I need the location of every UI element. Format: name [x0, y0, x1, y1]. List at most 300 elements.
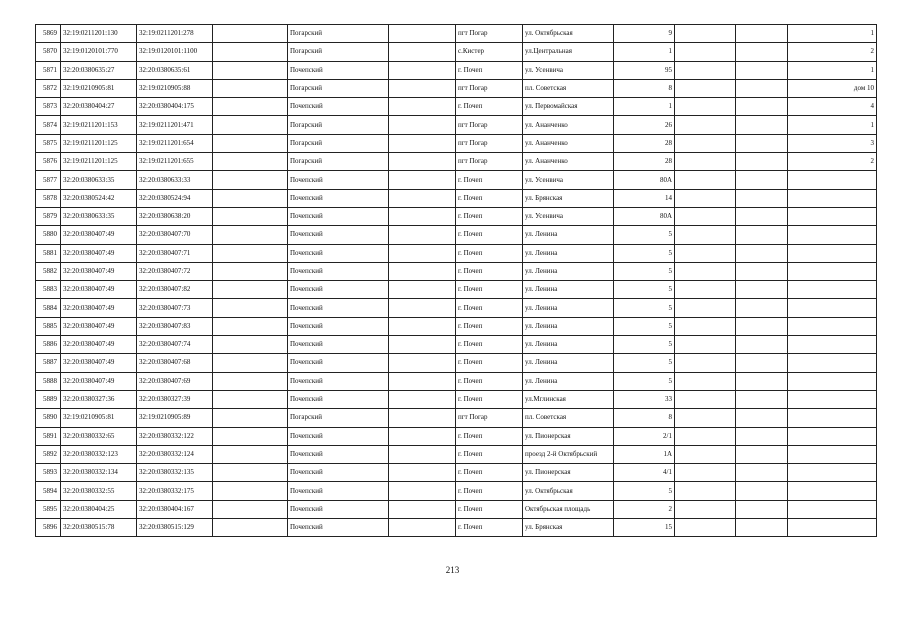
cell-house-number: 1: [614, 98, 675, 116]
cell-cadastral-parcel: 32:19:0211201:130: [61, 25, 137, 43]
registry-table: [35, 24, 876, 537]
cell-blank-column-4: [736, 98, 788, 116]
cell-row-number: 5891: [36, 427, 61, 445]
table-row: [36, 189, 877, 207]
cell-house-number: 8: [614, 409, 675, 427]
cell-settlement: г. Почеп: [456, 427, 523, 445]
table-row: [36, 262, 877, 280]
cell-row-number: 5870: [36, 43, 61, 61]
cell-cadastral-parcel: 32:20:0380407:49: [61, 354, 137, 372]
cell-district: Погарский: [288, 153, 389, 171]
cell-apartment: [788, 409, 877, 427]
cell-cadastral-building: 32:19:0120101:1100: [137, 43, 213, 61]
cell-cadastral-parcel: 32:19:0211201:125: [61, 153, 137, 171]
cell-apartment: [788, 445, 877, 463]
cell-cadastral-building: 32:20:0380404:175: [137, 98, 213, 116]
cell-blank-column-2: [389, 171, 456, 189]
cell-blank-column-3: [675, 500, 736, 518]
cell-blank-column: [213, 281, 288, 299]
cell-blank-column: [213, 317, 288, 335]
cell-blank-column: [213, 153, 288, 171]
cell-blank-column-4: [736, 25, 788, 43]
cell-street: ул. Первомайская: [523, 98, 614, 116]
cell-blank-column: [213, 262, 288, 280]
cell-cadastral-parcel: 32:19:0211201:125: [61, 134, 137, 152]
cell-district: Почепский: [288, 482, 389, 500]
cell-cadastral-building: 32:19:0211201:278: [137, 25, 213, 43]
table-row: [36, 445, 877, 463]
cell-street: ул. Усенвича: [523, 171, 614, 189]
table-row: [36, 134, 877, 152]
cell-district: Почепский: [288, 171, 389, 189]
cell-apartment: 1: [788, 25, 877, 43]
cell-cadastral-parcel: 32:20:0380633:35: [61, 207, 137, 225]
cell-house-number: 8: [614, 79, 675, 97]
table-row: [36, 244, 877, 262]
cell-apartment: [788, 464, 877, 482]
cell-blank-column-4: [736, 43, 788, 61]
cell-apartment: дом 10: [788, 79, 877, 97]
table-row: [36, 25, 877, 43]
table-row: [36, 207, 877, 225]
cell-blank-column-3: [675, 189, 736, 207]
cell-cadastral-building: 32:20:0380407:73: [137, 299, 213, 317]
cell-blank-column-4: [736, 336, 788, 354]
cell-settlement: г. Почеп: [456, 207, 523, 225]
cell-blank-column-2: [389, 189, 456, 207]
cell-house-number: 80А: [614, 207, 675, 225]
cell-settlement: г. Почеп: [456, 464, 523, 482]
cell-blank-column-3: [675, 153, 736, 171]
cell-row-number: 5882: [36, 262, 61, 280]
cell-blank-column-2: [389, 281, 456, 299]
cell-apartment: [788, 189, 877, 207]
cell-cadastral-building: 32:19:0210905:88: [137, 79, 213, 97]
cell-blank-column: [213, 427, 288, 445]
table-row: [36, 336, 877, 354]
cell-blank-column-3: [675, 226, 736, 244]
cell-district: Погарский: [288, 134, 389, 152]
cell-blank-column-3: [675, 336, 736, 354]
cell-settlement: г. Почеп: [456, 354, 523, 372]
cell-blank-column-2: [389, 372, 456, 390]
cell-row-number: 5889: [36, 390, 61, 408]
cell-settlement: пгт Погар: [456, 116, 523, 134]
cell-blank-column-4: [736, 153, 788, 171]
cell-blank-column-2: [389, 299, 456, 317]
cell-apartment: [788, 281, 877, 299]
table-row: [36, 171, 877, 189]
cell-house-number: 4/1: [614, 464, 675, 482]
cell-street: ул. Усенвича: [523, 61, 614, 79]
cell-row-number: 5873: [36, 98, 61, 116]
cell-district: Погарский: [288, 25, 389, 43]
cell-apartment: [788, 207, 877, 225]
cell-house-number: 33: [614, 390, 675, 408]
cell-district: Почепский: [288, 464, 389, 482]
cell-district: Погарский: [288, 43, 389, 61]
cell-blank-column-4: [736, 79, 788, 97]
cell-row-number: 5885: [36, 317, 61, 335]
cell-settlement: г. Почеп: [456, 372, 523, 390]
table-row: [36, 519, 877, 537]
cell-settlement: г. Почеп: [456, 500, 523, 518]
cell-blank-column: [213, 372, 288, 390]
cell-blank-column: [213, 61, 288, 79]
cell-house-number: 2/1: [614, 427, 675, 445]
cell-street: ул. Ленина: [523, 281, 614, 299]
cell-blank-column-2: [389, 390, 456, 408]
cell-blank-column-2: [389, 445, 456, 463]
cell-cadastral-parcel: 32:20:0380332:123: [61, 445, 137, 463]
cell-blank-column-4: [736, 519, 788, 537]
cell-blank-column-3: [675, 519, 736, 537]
cell-house-number: 95: [614, 61, 675, 79]
cell-house-number: 5: [614, 299, 675, 317]
cell-house-number: 28: [614, 134, 675, 152]
table-row: [36, 226, 877, 244]
cell-house-number: 15: [614, 519, 675, 537]
cell-cadastral-parcel: 32:20:0380407:49: [61, 226, 137, 244]
table-row: [36, 482, 877, 500]
table-body: [36, 25, 877, 537]
cell-blank-column: [213, 409, 288, 427]
cell-street: Октябрьская площадь: [523, 500, 614, 518]
cell-settlement: г. Почеп: [456, 519, 523, 537]
cell-house-number: 1А: [614, 445, 675, 463]
table-row: [36, 43, 877, 61]
cell-cadastral-building: 32:20:0380407:71: [137, 244, 213, 262]
cell-district: Почепский: [288, 372, 389, 390]
cell-blank-column-2: [389, 317, 456, 335]
cell-blank-column: [213, 354, 288, 372]
cell-settlement: пгт Погар: [456, 79, 523, 97]
cell-row-number: 5876: [36, 153, 61, 171]
cell-blank-column: [213, 171, 288, 189]
cell-cadastral-building: 32:20:0380404:167: [137, 500, 213, 518]
cell-blank-column-3: [675, 116, 736, 134]
cell-district: Почепский: [288, 317, 389, 335]
cell-cadastral-building: 32:20:0380633:33: [137, 171, 213, 189]
cell-blank-column-3: [675, 171, 736, 189]
cell-blank-column-4: [736, 299, 788, 317]
cell-blank-column-3: [675, 244, 736, 262]
cell-row-number: 5872: [36, 79, 61, 97]
cell-district: Погарский: [288, 409, 389, 427]
cell-street: ул. Октябрьская: [523, 482, 614, 500]
cell-settlement: г. Почеп: [456, 317, 523, 335]
cell-house-number: 26: [614, 116, 675, 134]
cell-district: Почепский: [288, 281, 389, 299]
cell-street: ул. Ленина: [523, 262, 614, 280]
cell-blank-column-4: [736, 281, 788, 299]
cell-blank-column-4: [736, 226, 788, 244]
cell-cadastral-building: 32:20:0380524:94: [137, 189, 213, 207]
cell-cadastral-building: 32:19:0211201:655: [137, 153, 213, 171]
cell-apartment: [788, 244, 877, 262]
cell-blank-column-2: [389, 500, 456, 518]
cell-row-number: 5883: [36, 281, 61, 299]
table-row: [36, 299, 877, 317]
cell-blank-column-2: [389, 262, 456, 280]
cell-district: Почепский: [288, 427, 389, 445]
cell-blank-column-3: [675, 281, 736, 299]
cell-row-number: 5871: [36, 61, 61, 79]
cell-cadastral-building: 32:20:0380407:83: [137, 317, 213, 335]
cell-cadastral-parcel: 32:20:0380332:65: [61, 427, 137, 445]
cell-row-number: 5890: [36, 409, 61, 427]
cell-blank-column: [213, 390, 288, 408]
cell-street: ул. Ленина: [523, 372, 614, 390]
cell-apartment: 2: [788, 43, 877, 61]
cell-district: Погарский: [288, 116, 389, 134]
cell-blank-column: [213, 116, 288, 134]
cell-district: Почепский: [288, 207, 389, 225]
cell-settlement: г. Почеп: [456, 171, 523, 189]
cell-row-number: 5877: [36, 171, 61, 189]
cell-blank-column-2: [389, 116, 456, 134]
cell-blank-column: [213, 519, 288, 537]
cell-blank-column-3: [675, 317, 736, 335]
cell-cadastral-building: 32:20:0380638:20: [137, 207, 213, 225]
cell-apartment: [788, 482, 877, 500]
cell-blank-column-4: [736, 427, 788, 445]
cell-street: пл. Советская: [523, 79, 614, 97]
cell-street: ул. Ленина: [523, 244, 614, 262]
cell-blank-column-2: [389, 244, 456, 262]
cell-blank-column: [213, 299, 288, 317]
cell-house-number: 5: [614, 262, 675, 280]
cell-blank-column-4: [736, 171, 788, 189]
cell-apartment: [788, 299, 877, 317]
cell-blank-column-2: [389, 409, 456, 427]
cell-blank-column-3: [675, 61, 736, 79]
cell-house-number: 5: [614, 244, 675, 262]
cell-district: Почепский: [288, 390, 389, 408]
cell-cadastral-parcel: 32:20:0380515:78: [61, 519, 137, 537]
cell-blank-column-3: [675, 464, 736, 482]
cell-blank-column-3: [675, 445, 736, 463]
cell-blank-column: [213, 244, 288, 262]
cell-row-number: 5894: [36, 482, 61, 500]
cell-blank-column: [213, 336, 288, 354]
cell-district: Почепский: [288, 262, 389, 280]
cell-blank-column-3: [675, 482, 736, 500]
cell-house-number: 9: [614, 25, 675, 43]
cell-cadastral-parcel: 32:19:0210905:81: [61, 79, 137, 97]
cell-blank-column-4: [736, 244, 788, 262]
cell-street: ул. Ленина: [523, 226, 614, 244]
cell-blank-column-2: [389, 427, 456, 445]
cell-cadastral-parcel: 32:20:0380404:25: [61, 500, 137, 518]
cell-blank-column: [213, 134, 288, 152]
cell-blank-column-4: [736, 482, 788, 500]
cell-settlement: г. Почеп: [456, 482, 523, 500]
cell-blank-column-3: [675, 207, 736, 225]
cell-blank-column-3: [675, 98, 736, 116]
cell-settlement: пгт Погар: [456, 409, 523, 427]
cell-blank-column-3: [675, 409, 736, 427]
cell-blank-column: [213, 464, 288, 482]
cell-apartment: [788, 427, 877, 445]
cell-district: Почепский: [288, 226, 389, 244]
cell-cadastral-parcel: 32:20:0380407:49: [61, 317, 137, 335]
cell-settlement: г. Почеп: [456, 98, 523, 116]
cell-row-number: 5895: [36, 500, 61, 518]
cell-blank-column-4: [736, 372, 788, 390]
cell-cadastral-parcel: 32:20:0380635:27: [61, 61, 137, 79]
cell-house-number: 5: [614, 372, 675, 390]
cell-row-number: 5893: [36, 464, 61, 482]
page-number: 213: [445, 565, 460, 575]
data-table: [35, 24, 877, 537]
cell-settlement: г. Почеп: [456, 262, 523, 280]
cell-blank-column-3: [675, 354, 736, 372]
cell-blank-column-2: [389, 354, 456, 372]
cell-apartment: [788, 226, 877, 244]
cell-settlement: с.Кистер: [456, 43, 523, 61]
cell-cadastral-parcel: 32:19:0120101:770: [61, 43, 137, 61]
cell-blank-column: [213, 43, 288, 61]
cell-street: ул. Брянская: [523, 189, 614, 207]
cell-blank-column: [213, 445, 288, 463]
cell-row-number: 5874: [36, 116, 61, 134]
cell-cadastral-building: 32:20:0380515:129: [137, 519, 213, 537]
cell-blank-column-4: [736, 500, 788, 518]
cell-street: ул. Усенвича: [523, 207, 614, 225]
table-row: [36, 464, 877, 482]
cell-street: ул. Ленина: [523, 336, 614, 354]
cell-street: ул. Пионерская: [523, 427, 614, 445]
cell-apartment: [788, 372, 877, 390]
cell-street: ул. Брянская: [523, 519, 614, 537]
cell-apartment: [788, 390, 877, 408]
cell-district: Почепский: [288, 244, 389, 262]
table-row: [36, 409, 877, 427]
cell-apartment: [788, 336, 877, 354]
cell-row-number: 5880: [36, 226, 61, 244]
cell-district: Почепский: [288, 519, 389, 537]
cell-apartment: 2: [788, 153, 877, 171]
cell-cadastral-building: 32:20:0380407:69: [137, 372, 213, 390]
cell-street: проезд 2-й Октябрьский: [523, 445, 614, 463]
cell-house-number: 5: [614, 482, 675, 500]
cell-blank-column-3: [675, 390, 736, 408]
cell-cadastral-building: 32:20:0380407:74: [137, 336, 213, 354]
cell-apartment: [788, 500, 877, 518]
table-row: [36, 500, 877, 518]
cell-street: ул.Мглинская: [523, 390, 614, 408]
cell-cadastral-building: 32:20:0380332:175: [137, 482, 213, 500]
cell-cadastral-parcel: 32:20:0380407:49: [61, 336, 137, 354]
cell-cadastral-parcel: 32:19:0210905:81: [61, 409, 137, 427]
table-row: [36, 153, 877, 171]
cell-house-number: 80А: [614, 171, 675, 189]
cell-apartment: [788, 317, 877, 335]
cell-apartment: 1: [788, 61, 877, 79]
cell-street: ул. Ленина: [523, 299, 614, 317]
cell-settlement: г. Почеп: [456, 445, 523, 463]
cell-blank-column-4: [736, 390, 788, 408]
cell-cadastral-building: 32:19:0211201:654: [137, 134, 213, 152]
table-row: [36, 372, 877, 390]
cell-row-number: 5888: [36, 372, 61, 390]
cell-house-number: 5: [614, 354, 675, 372]
cell-blank-column-4: [736, 409, 788, 427]
cell-row-number: 5887: [36, 354, 61, 372]
cell-cadastral-building: 32:20:0380332:135: [137, 464, 213, 482]
cell-apartment: [788, 354, 877, 372]
cell-blank-column-2: [389, 226, 456, 244]
table-row: [36, 354, 877, 372]
table-row: [36, 390, 877, 408]
cell-blank-column-4: [736, 189, 788, 207]
cell-row-number: 5879: [36, 207, 61, 225]
cell-blank-column: [213, 98, 288, 116]
cell-blank-column-3: [675, 262, 736, 280]
cell-blank-column-4: [736, 61, 788, 79]
cell-blank-column-3: [675, 427, 736, 445]
cell-blank-column-4: [736, 134, 788, 152]
cell-blank-column-2: [389, 153, 456, 171]
cell-row-number: 5875: [36, 134, 61, 152]
cell-district: Погарский: [288, 79, 389, 97]
cell-district: Почепский: [288, 189, 389, 207]
cell-blank-column-4: [736, 317, 788, 335]
cell-cadastral-parcel: 32:20:0380407:49: [61, 244, 137, 262]
cell-street: пл. Советская: [523, 409, 614, 427]
cell-settlement: г. Почеп: [456, 299, 523, 317]
cell-cadastral-parcel: 32:20:0380407:49: [61, 262, 137, 280]
cell-house-number: 2: [614, 500, 675, 518]
cell-settlement: пгт Погар: [456, 153, 523, 171]
cell-blank-column-2: [389, 79, 456, 97]
cell-apartment: [788, 171, 877, 189]
cell-cadastral-parcel: 32:20:0380407:49: [61, 281, 137, 299]
cell-district: Почепский: [288, 61, 389, 79]
cell-blank-column-4: [736, 262, 788, 280]
cell-apartment: [788, 519, 877, 537]
cell-district: Почепский: [288, 354, 389, 372]
cell-blank-column-2: [389, 482, 456, 500]
cell-settlement: г. Почеп: [456, 61, 523, 79]
cell-cadastral-building: 32:20:0380332:122: [137, 427, 213, 445]
cell-row-number: 5886: [36, 336, 61, 354]
cell-cadastral-parcel: 32:20:0380524:42: [61, 189, 137, 207]
cell-cadastral-building: 32:20:0380407:68: [137, 354, 213, 372]
cell-blank-column-4: [736, 116, 788, 134]
cell-blank-column-2: [389, 207, 456, 225]
cell-blank-column: [213, 189, 288, 207]
cell-cadastral-building: 32:19:0211201:471: [137, 116, 213, 134]
cell-blank-column: [213, 226, 288, 244]
cell-blank-column-4: [736, 445, 788, 463]
cell-blank-column-2: [389, 134, 456, 152]
cell-blank-column-3: [675, 372, 736, 390]
cell-house-number: 5: [614, 336, 675, 354]
cell-row-number: 5878: [36, 189, 61, 207]
cell-district: Почепский: [288, 500, 389, 518]
cell-house-number: 5: [614, 317, 675, 335]
cell-blank-column: [213, 25, 288, 43]
cell-blank-column-2: [389, 464, 456, 482]
cell-cadastral-building: 32:20:0380407:70: [137, 226, 213, 244]
cell-settlement: г. Почеп: [456, 226, 523, 244]
cell-apartment: [788, 262, 877, 280]
cell-settlement: г. Почеп: [456, 281, 523, 299]
cell-apartment: 4: [788, 98, 877, 116]
cell-cadastral-building: 32:19:0210905:89: [137, 409, 213, 427]
